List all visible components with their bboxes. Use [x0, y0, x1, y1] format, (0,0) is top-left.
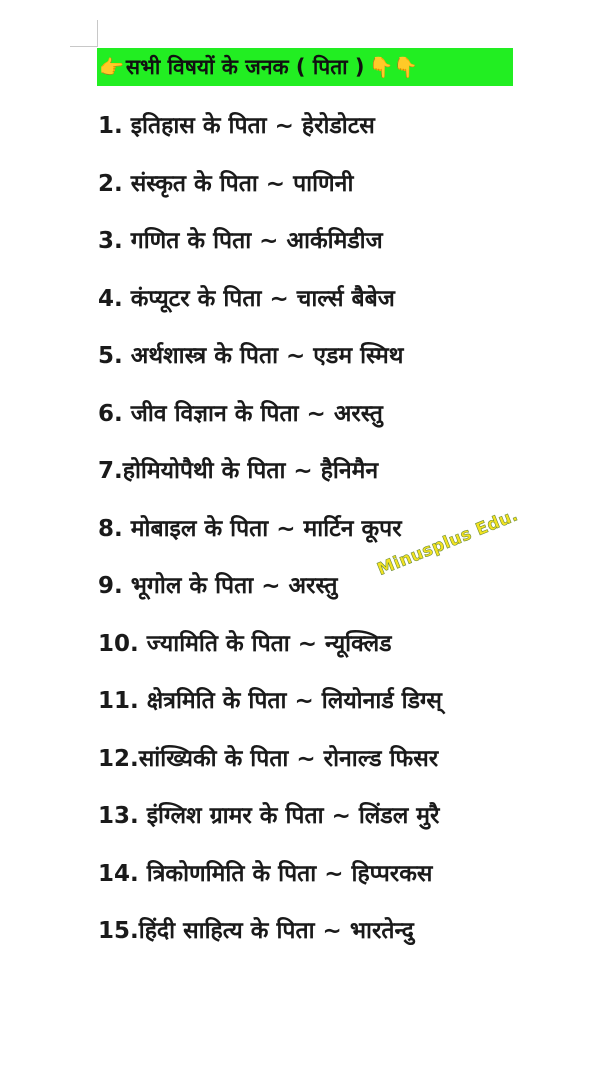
list-item: 8. मोबाइल के पिता ~ मार्टिन कूपर — [98, 515, 402, 542]
title-highlight — [97, 48, 513, 86]
list-item: 12.सांख्यिकी के पिता ~ रोनाल्ड फिसर — [98, 745, 439, 772]
list-item: 9. भूगोल के पिता ~ अरस्तु — [98, 573, 338, 599]
list-item: 5. अर्थशास्त्र के पिता ~ एडम स्मिथ — [98, 343, 404, 369]
list-item: 2. संस्कृत के पिता ~ पाणिनी — [98, 170, 354, 197]
watermark: Minusplus Edu. — [374, 505, 521, 580]
list-item: 13. इंग्लिश ग्रामर के पिता ~ लिंडल मुरै — [98, 803, 440, 829]
pointing-right-hand-icon: 👉 — [99, 55, 124, 79]
list-item: 4. कंप्यूटर के पिता ~ चार्ल्स बैबेज — [98, 285, 395, 312]
page-title: सभी विषयों के जनक ( पिता ) — [125, 55, 365, 79]
crop-mark-vertical — [97, 20, 98, 47]
list-item: 1. इतिहास के पिता ~ हेरोडोटस — [98, 113, 375, 139]
list-item: 11. क्षेत्रमिति के पिता ~ लियोनार्ड डिग्स् — [98, 688, 442, 714]
list-item: 10. ज्यामिति के पिता ~ न्यूक्लिड — [98, 630, 392, 657]
list-item: 6. जीव विज्ञान के पिता ~ अरस्तु — [98, 400, 383, 427]
list-item: 15.हिंदी साहित्य के पिता ~ भारतेन्दु — [98, 918, 414, 944]
pointing-down-hand-icon: 👇 — [393, 55, 419, 79]
crop-mark-horizontal — [70, 46, 98, 47]
list-item: 3. गणित के पिता ~ आर्कमिडीज — [98, 228, 383, 254]
list-item: 7.होमियोपैथी के पिता ~ हैनिमैन — [98, 458, 379, 484]
pointing-down-hand-icon: 👇 — [368, 55, 394, 79]
list-item: 14. त्रिकोणमिति के पिता ~ हिप्परकस — [98, 860, 433, 887]
fathers-of-subjects-list — [98, 106, 442, 969]
